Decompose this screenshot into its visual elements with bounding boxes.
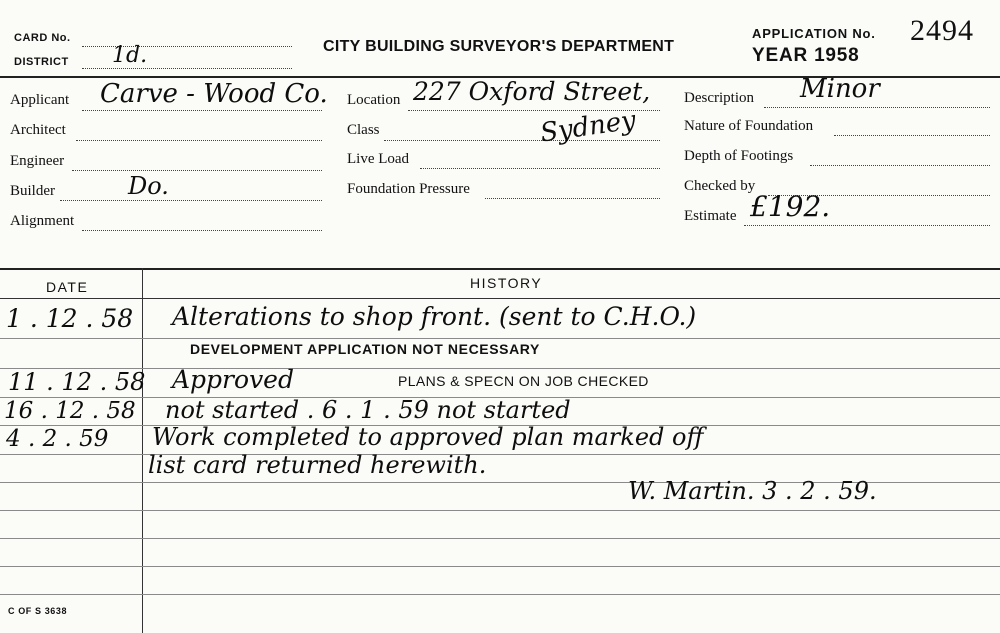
history-signature: W. Martin. 3 . 2 . 59. <box>628 477 877 505</box>
date-column-divider <box>142 268 143 633</box>
alignment-label: Alignment <box>10 213 75 229</box>
builder-label: Builder <box>10 183 55 199</box>
ruled-line <box>0 566 1000 567</box>
location-label: Location <box>347 92 401 108</box>
application-number: 2494 <box>910 14 974 47</box>
description-label: Description <box>684 90 754 106</box>
application-label: APPLICATION No. <box>752 26 876 41</box>
checked-by-label: Checked by <box>684 178 756 194</box>
history-top-rule <box>0 268 1000 270</box>
description-value: Minor <box>800 74 880 104</box>
district-label: DISTRICT <box>14 56 69 68</box>
history-date: 11 . 12 . 58 <box>8 368 146 396</box>
description-dots <box>764 107 990 108</box>
applicant-value: Carve - Wood Co. <box>100 79 328 109</box>
ruled-line <box>0 368 1000 369</box>
class-label: Class <box>347 122 380 138</box>
ruled-line <box>0 510 1000 511</box>
year-label: YEAR 1958 <box>752 45 860 66</box>
history-text: list card returned herewith. <box>148 451 487 479</box>
history-date: 4 . 2 . 59 <box>6 426 109 452</box>
alignment-dots <box>82 230 322 231</box>
history-text: Work completed to approved plan marked off <box>152 423 704 451</box>
location-value: 227 Oxford Street, <box>413 77 651 106</box>
applicant-dots <box>82 110 322 111</box>
stamp-development-application: DEVELOPMENT APPLICATION NOT NECESSARY <box>190 341 540 357</box>
architect-label: Architect <box>10 122 66 138</box>
history-date: 16 . 12 . 58 <box>4 398 136 424</box>
stamp-plans-checked: PLANS & SPECN ON JOB CHECKED <box>398 373 649 389</box>
engineer-dots <box>72 170 322 171</box>
ruled-line <box>0 594 1000 595</box>
depth-of-footings-label: Depth of Footings <box>684 148 794 164</box>
estimate-label: Estimate <box>684 208 737 224</box>
foundation-pressure-dots <box>485 198 660 199</box>
history-column-header: HISTORY <box>470 275 543 291</box>
nature-of-foundation-label: Nature of Foundation <box>684 118 814 134</box>
history-text: Approved <box>172 365 294 394</box>
applicant-label: Applicant <box>10 92 70 108</box>
engineer-label: Engineer <box>10 153 65 169</box>
form-code: C OF S 3638 <box>8 606 68 616</box>
location-line2-value: Sydney <box>538 105 638 149</box>
nature-of-foundation-dots <box>834 135 990 136</box>
ruled-line <box>0 338 1000 339</box>
history-text: not started . 6 . 1 . 59 not started <box>165 396 571 424</box>
estimate-dots <box>744 225 990 226</box>
foundation-pressure-label: Foundation Pressure <box>347 181 470 197</box>
depth-of-footings-dots <box>810 165 990 166</box>
builder-dots <box>60 200 322 201</box>
live-load-dots <box>420 168 660 169</box>
district-dots <box>82 68 292 69</box>
history-text: Alterations to shop front. (sent to C.H.O.) <box>172 302 697 331</box>
builder-value: Do. <box>128 172 169 200</box>
live-load-label: Live Load <box>347 151 410 167</box>
history-date: 1 . 12 . 58 <box>6 304 134 333</box>
date-column-header: DATE <box>46 279 89 295</box>
architect-dots <box>76 140 322 141</box>
history-header-rule <box>0 298 1000 299</box>
estimate-value: £192. <box>750 190 831 223</box>
class-dots <box>384 140 660 141</box>
ruled-line <box>0 538 1000 539</box>
card-no-label: CARD No. <box>14 32 71 44</box>
department-title: CITY BUILDING SURVEYOR'S DEPARTMENT <box>323 38 675 55</box>
district-value: 1d. <box>112 43 148 68</box>
